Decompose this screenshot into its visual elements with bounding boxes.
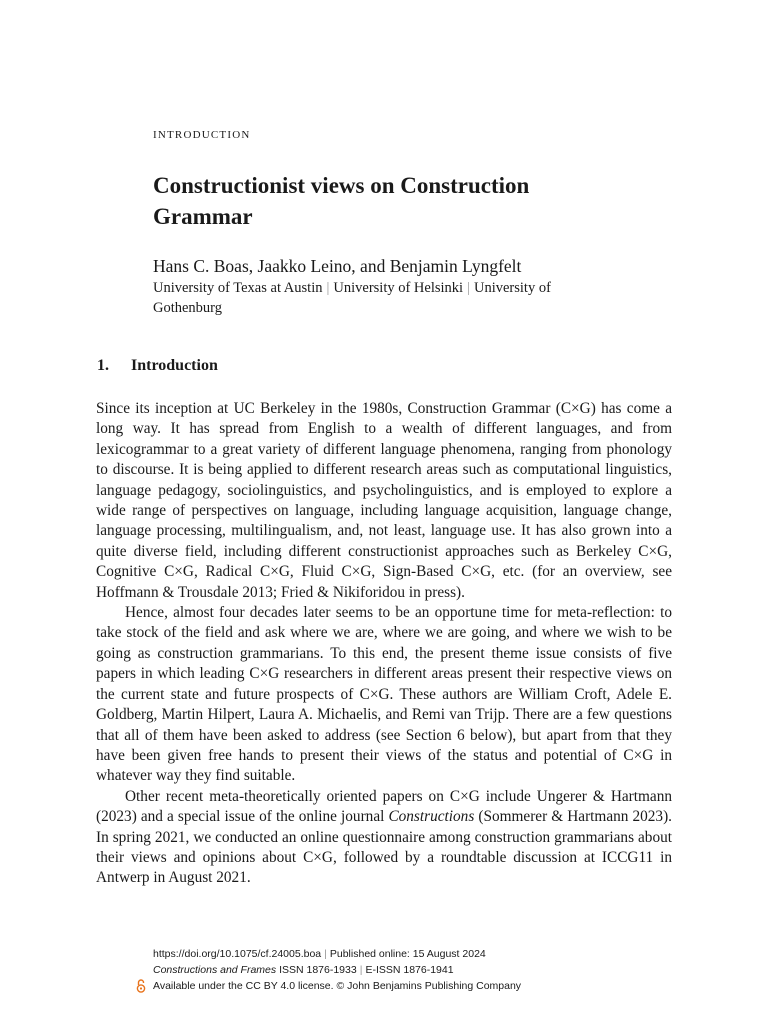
affiliation: University of Gothenburg (153, 280, 551, 316)
paragraph: Hence, almost four decades later seems to be an opportune time for meta-reflection: to take stock of the field and ask where we are, where we are going, and where we wish to be going as construction grammarians. To this end, the present theme issue consists of five papers in which leading C×G researchers in different areas present their respective views on the current state and future prospects of C×G. These authors are William Croft, Adele E. Goldberg, Martin Hilpert, Laura A. Michaelis, and Remi van Trijp. There are a few questions that all of them have been asked to address (see Section 6 below), but apart from that they have been given free hands to present their views of the status and potential of C×G in whatever way they find suitable. (96, 604, 672, 785)
footer-journal-row (153, 962, 673, 978)
affiliation: University of Helsinki (333, 280, 464, 296)
separator: | (467, 280, 470, 296)
paragraph-text: (Sommerer & Hartmann 2023). In spring 2021, we conducted an online questionnaire among construction grammarians about their views and opinions about C×G, followed by a roundtable discussion at ICCG11 in Antwerp in August 2021. (96, 808, 672, 887)
section-number: 1. (97, 357, 109, 374)
journal-title: Constructions (388, 808, 475, 826)
page-footer (153, 946, 673, 994)
affiliation: University of Texas at Austin (153, 280, 323, 296)
paragraph (96, 787, 672, 889)
footer-doi-row (153, 946, 673, 962)
journal-name: Constructions and Frames (153, 964, 277, 976)
footer-license-row (153, 978, 673, 994)
paragraph-text: Other recent meta-theoretically oriented papers on C×G include Ungerer & Hartmann (2023) and a special issue of the online journal (96, 787, 672, 826)
separator: | (326, 280, 330, 296)
article-title: Constructionist views on Construction Grammar (153, 173, 530, 229)
author-list: Hans C. Boas, Jaakko Leino, and Benjamin Lyngfelt (153, 256, 522, 276)
separator: | (359, 964, 363, 976)
issn: ISSN 1876-1933 (279, 964, 357, 976)
doi-link[interactable]: https://doi.org/10.1075/cf.24005.boa (153, 948, 322, 960)
open-access-lock-icon (136, 979, 146, 996)
body-text (96, 399, 672, 889)
section-heading (97, 357, 218, 375)
affiliations (153, 278, 613, 318)
paragraph: Since its inception at UC Berkeley in the 1980s, Construction Grammar (C×G) has come a long way. It has spread from English to a wealth of different languages, and from lexicogrammar to a great variety of different language phenomena, ranging from phonology to discourse. It is being applied to different research areas such as computational linguistics, language pedagogy, sociolinguistics, and psycholinguistics, and is employed to explore a wide range of perspectives on language, including language acquisition, language change, language processing, multilingualism, and, not least, language use. It has also grown into a quite diverse field, including different constructionist approaches such as Berkeley C×G, Cognitive C×G, Radical C×G, Fluid C×G, Sign-Based C×G, etc. (for an overview, see Hoffmann & Trousdale 2013; Fried & Nikiforidou in press). (96, 400, 672, 601)
published-date: Published online: 15 August 2024 (329, 948, 486, 960)
section-label: introduction (153, 126, 251, 142)
eissn: E-ISSN 1876-1941 (365, 964, 454, 976)
section-heading-text: Introduction (131, 357, 218, 374)
separator: | (324, 948, 327, 960)
license-text: Available under the CC BY 4.0 license. © John Benjamins Publishing Company (153, 980, 522, 992)
